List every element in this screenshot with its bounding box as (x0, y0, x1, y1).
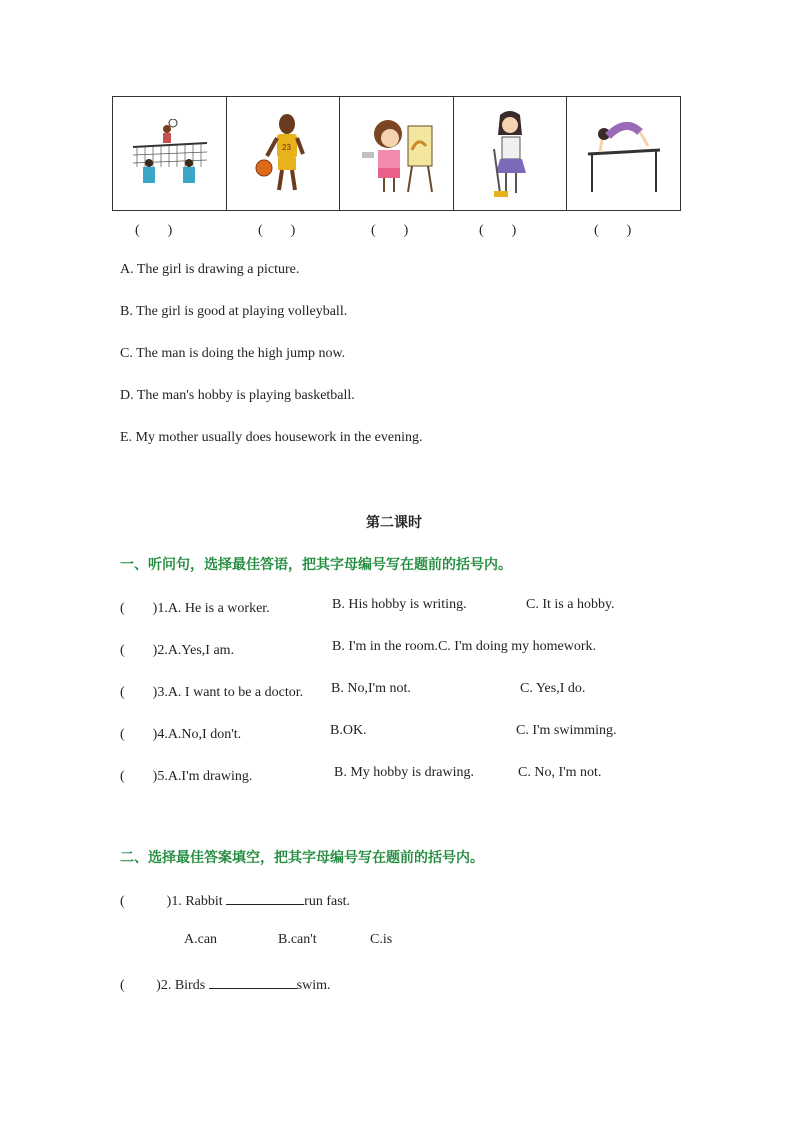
section2-heading: 二、选择最佳答案填空，把其字母编号写在题前的括号内。 (120, 851, 484, 866)
s1-q4-a: ( )4.A.No,I don't. (120, 727, 242, 742)
answer-paren-1[interactable]: ( ) (135, 223, 173, 238)
s2-q1-prefix: ( )1. Rabbit (120, 894, 227, 909)
option-b: B. The girl is good at playing volleyball. (120, 304, 348, 319)
option-c: C. The man is doing the high jump now. (120, 346, 346, 361)
section1-heading: 一、听问句，选择最佳答语，把其字母编号写在题前的括号内。 (120, 558, 512, 573)
s2-q1-option-a: A.can (184, 932, 218, 947)
s1-q5-c: C. No, I'm not. (518, 765, 602, 780)
high-jump-icon (582, 114, 666, 194)
s2-q2 (120, 974, 331, 994)
picture-cell-3 (340, 97, 454, 211)
answer-paren-3[interactable]: ( ) (371, 223, 409, 238)
s1-q1-c: C. It is a hobby. (526, 597, 615, 612)
s1-q1-a: ( )1.A. He is a worker. (120, 601, 270, 616)
answer-paren-5[interactable]: ( ) (594, 223, 632, 238)
picture-cell-2 (226, 97, 339, 211)
picture-cell-5 (567, 97, 681, 211)
picture-cell-1 (113, 97, 227, 211)
woman-sweeping-icon (480, 109, 540, 199)
s1-q5-a: ( )5.A.I'm drawing. (120, 769, 253, 784)
picture-cell-4 (453, 97, 566, 211)
basketball-player-icon (253, 112, 313, 196)
s1-q3-a: ( )3.A. I want to be a doctor. (120, 685, 304, 700)
s2-q1-suffix: run fast. (304, 894, 351, 909)
s1-q3-c: C. Yes,I do. (520, 681, 586, 696)
option-d: D. The man's hobby is playing basketball. (120, 388, 355, 403)
option-a: A. The girl is drawing a picture. (120, 262, 300, 277)
s2-q2-prefix: ( )2. Birds (120, 978, 209, 993)
s2-q1 (120, 890, 350, 910)
girl-drawing-icon (354, 112, 438, 196)
s1-q5-b: B. My hobby is drawing. (334, 765, 474, 780)
s1-q2-b: B. I'm in the room.C. I'm doing my homework. (332, 639, 597, 654)
svg-text:23: 23 (281, 142, 291, 152)
s2-q1-option-c: C.is (370, 932, 393, 947)
option-e: E. My mother usually does housework in the evening. (120, 430, 423, 445)
s1-q4-c: C. I'm swimming. (516, 723, 617, 738)
lesson-title: 第二课时 (366, 516, 422, 531)
s2-q1-option-b: B.can't (278, 932, 317, 947)
volleyball-players-icon (127, 119, 211, 189)
s1-q4-b: B.OK. (330, 723, 367, 738)
s1-q3-b: B. No,I'm not. (331, 681, 411, 696)
s2-q2-suffix: swim. (296, 978, 331, 993)
picture-table (112, 96, 681, 211)
answer-paren-4[interactable]: ( ) (479, 223, 517, 238)
s2-q1-blank[interactable] (226, 892, 304, 905)
s1-q1-b: B. His hobby is writing. (332, 597, 467, 612)
s2-q2-blank[interactable] (209, 976, 297, 989)
s1-q2-a: ( )2.A.Yes,I am. (120, 643, 235, 658)
answer-paren-2[interactable]: ( ) (258, 223, 296, 238)
